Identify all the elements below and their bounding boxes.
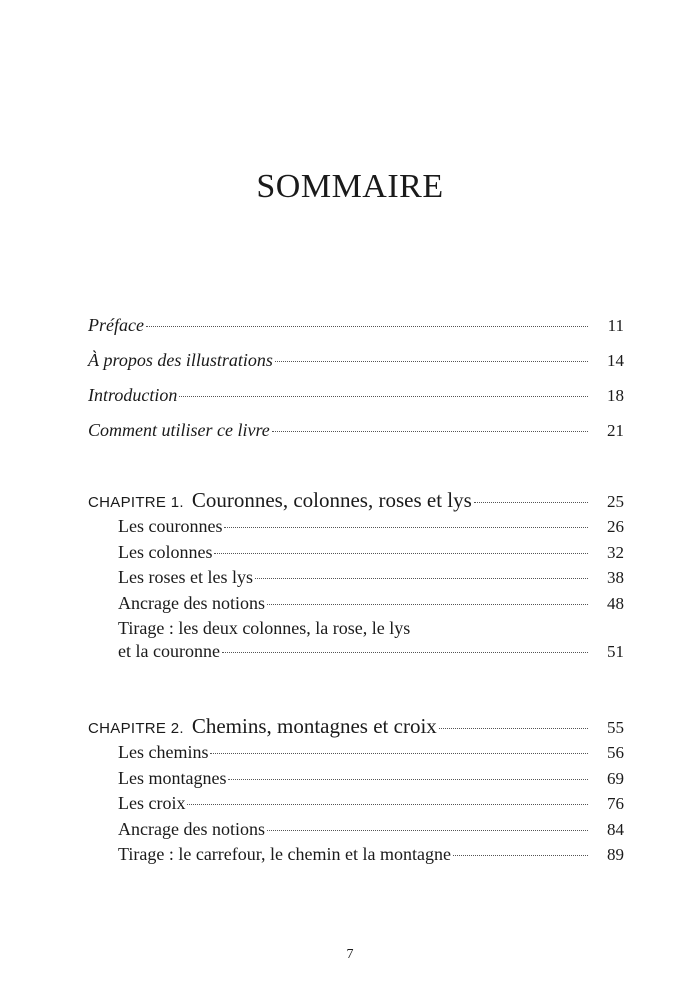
dot-leader — [453, 855, 588, 856]
toc-entry-page: 18 — [607, 386, 624, 405]
section-chemins[interactable] — [88, 742, 624, 768]
section-tirage-1[interactable] — [88, 618, 624, 667]
dot-leader — [267, 830, 588, 831]
toc-entry-illustrations[interactable] — [88, 350, 624, 385]
toc-entry-page: 14 — [607, 351, 624, 370]
section-label: Tirage : le carrefour, le chemin et la montagne — [118, 844, 451, 864]
dot-leader — [439, 728, 588, 729]
section-page: 69 — [607, 768, 624, 788]
section-label: Les montagnes — [118, 767, 227, 788]
section-label: Ancrage des notions — [118, 818, 265, 839]
section-page: 26 — [607, 517, 624, 536]
section-montagnes[interactable] — [88, 768, 624, 794]
section-line2 — [118, 641, 624, 667]
chapter-heading-text — [88, 488, 472, 513]
section-label: Les chemins — [118, 742, 209, 762]
toc-entry-label: Comment utiliser ce livre — [88, 420, 270, 440]
page-title: SOMMAIRE — [256, 168, 444, 205]
toc-entry-preface[interactable] — [88, 315, 624, 350]
dot-leader — [222, 652, 588, 653]
dot-leader — [224, 527, 588, 528]
section-page: 89 — [607, 845, 624, 864]
section-page: 56 — [607, 743, 624, 762]
section-label: Les croix — [118, 793, 186, 813]
chapter-2-block — [88, 714, 624, 870]
section-label-line1: Tirage : les deux colonnes, la rose, le lys — [118, 618, 411, 638]
dot-leader — [210, 753, 588, 754]
dot-leader — [272, 431, 588, 432]
section-page: 76 — [607, 794, 624, 813]
section-page: 84 — [607, 819, 624, 839]
dot-leader — [187, 804, 588, 805]
section-label: Ancrage des notions — [118, 592, 265, 613]
section-croix[interactable] — [88, 793, 624, 819]
section-page: 38 — [607, 568, 624, 587]
chapter-page: 25 — [607, 492, 624, 511]
section-couronnes[interactable] — [88, 516, 624, 542]
chapter-number: CHAPITRE 2. — [88, 720, 184, 737]
chapter-page: 55 — [607, 718, 624, 737]
toc-entry-label: À propos des illustrations — [88, 350, 273, 370]
section-colonnes[interactable] — [88, 542, 624, 568]
toc-entry-page: 11 — [607, 316, 624, 335]
page-number: 7 — [346, 947, 354, 962]
toc-entry-how-to-use[interactable] — [88, 420, 624, 455]
chapter-1-heading[interactable] — [88, 488, 624, 516]
dot-leader — [179, 396, 588, 397]
chapter-title: Couronnes, colonnes, roses et lys — [191, 488, 472, 512]
section-page: 51 — [607, 642, 624, 661]
toc-entry-page: 21 — [607, 421, 624, 440]
chapter-2-heading[interactable] — [88, 714, 624, 742]
chapter-title: Chemins, montagnes et croix — [191, 714, 437, 738]
dot-leader — [146, 326, 588, 327]
dot-leader — [474, 502, 588, 503]
front-matter-list — [88, 315, 624, 455]
section-ancrage-1[interactable] — [88, 593, 624, 619]
section-tirage-2[interactable] — [88, 844, 624, 870]
section-ancrage-2[interactable] — [88, 819, 624, 845]
dot-leader — [275, 361, 588, 362]
dot-leader — [228, 779, 588, 780]
section-label: Les roses et les lys — [118, 567, 253, 587]
section-label: Les couronnes — [118, 516, 223, 536]
section-page: 32 — [607, 542, 624, 562]
dot-leader — [267, 604, 588, 605]
dot-leader — [255, 578, 588, 579]
toc-entry-introduction[interactable] — [88, 385, 624, 420]
toc-entry-label: Introduction — [88, 385, 178, 405]
chapter-1-block — [88, 488, 624, 667]
section-page: 48 — [607, 593, 624, 613]
toc-entry-label: Préface — [88, 315, 144, 335]
section-label: Les colonnes — [118, 541, 213, 562]
section-roses-lys[interactable] — [88, 567, 624, 593]
section-label-line2: et la couronne — [118, 641, 220, 661]
chapter-heading-text — [88, 714, 437, 739]
dot-leader — [214, 553, 588, 554]
chapter-number: CHAPITRE 1. — [88, 494, 184, 511]
